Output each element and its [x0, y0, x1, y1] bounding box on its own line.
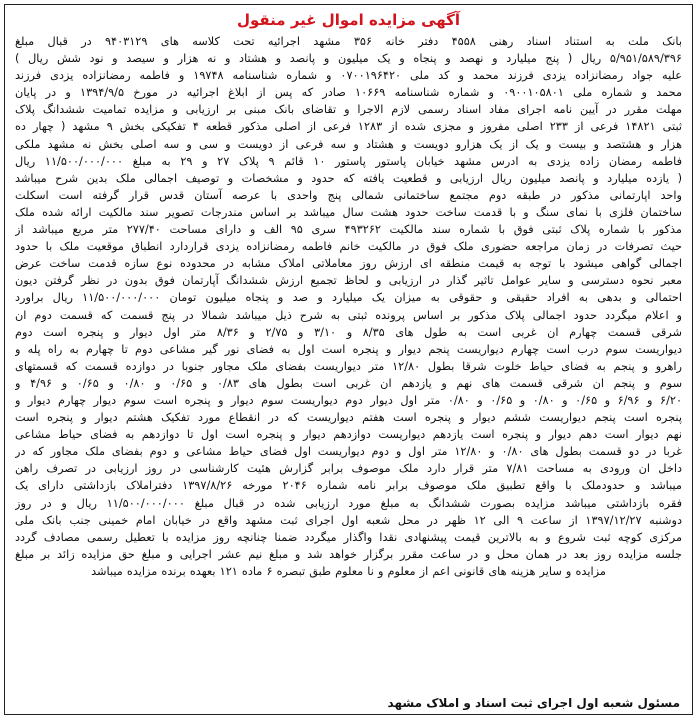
- notice-body-line: مزایده و سایر هزینه های قانونی اعم از معلوم و نا معلوم طبق تبصره ۶ ماده ۱۲۱ بعهده برنده مزایده میباشد: [91, 564, 606, 578]
- notice-body-line: اجمالی گواهی میشود با توجه به قیمت منطقه ای ارزش روز معاملاتی املاک مشابه در محدوده نوع سازه قدمت ساخت عرض: [15, 257, 682, 271]
- notice-signature: مسئول شعبه اول اجرای ثبت اسناد و املاک مشهد: [387, 696, 680, 710]
- notice-body-line: ۵/۹۵۱/۵۸۹/۳۹۶ ریال ( پنج میلیارد و نهصد و پنجاه و یک میلیون و پانصد و هشتاد و نه هزار و سیصد و نود شش ریال ): [15, 52, 682, 66]
- notice-body-line: راهرو و پنجم به فضای حیاط خلوت شرقا بطول ۱۲/۸۰ متر دیواریست بفضای ملک مجاور جنوبا در دوازده قسمت که قسمتهای: [15, 359, 682, 373]
- notice-body-line: احتمالی و بدهی به افراد حقیقی و حقوقی به میزان یک میلیارد و صد و پنجاه میلیون تومان ۱۱/۵۰۰/۰۰۰/۰۰۰ ریال براورد: [15, 291, 682, 305]
- notice-body-line: محمد و شماره ملی ۰۹۰۰۱۰۵۸۰۱ و شماره شناسنامه ۱۰۶۶۹ صادر که پس از ابلاغ اجرائیه در مورخ ۱۳۹۴/۹/۵ و در پایان: [15, 86, 682, 100]
- notice-body-line: نهم دیوار است دهم دیوار و پنجره است یازدهم دیواریست دوازدهم دیوار و پنجره است اول تا دوازدهم به فضای حیاط مشاعی: [15, 428, 682, 442]
- notice-body-line: حیث تصرفات در زمان مراجعه حضوری ملک فوق در مالکیت خانم فاطمه رمضانزاده یزدی قراردارد انطباق موقعیت ملک با حدود: [15, 240, 682, 254]
- notice-title: آگهی مزایده اموال غیر منقول: [236, 11, 461, 29]
- notice-body-line: ( یازده میلیارد و پانصد میلیون ریال ارزیابی و قطعیت یافته که حدود و مشخصات و توصیف اجمالی ملک بدین شرح میباشد: [15, 171, 682, 185]
- notice-body-line: فاطمه رمضان زاده یزدی به ادرس مشهد خیابان پاستور پاستور ۱۰ قائم ۹ پلاک ۲۷ و ۲۹ به مبلغ ۱۱/۵۰۰/۰۰۰/۰۰۰ ریال: [15, 154, 682, 168]
- notice-body-line: سوم و پنجم ان شرقی قسمت های نهم و یازدهم ان غربی است بطول های ۰/۸۳ و ۰/۶۵ و ۰/۸۰ و ۰/۶۵ و ۴/۹۶ و: [15, 376, 682, 390]
- notice-body-line: پنجره است پنجم دیواریست ششم دیوار و پنجره است هفتم دیواریست که در انقطاع مورد تفکیک هشتم دیوار و پنجره است: [15, 411, 682, 425]
- notice-body-line: دوشنبه ۱۳۹۷/۱۲/۲۷ از ساعت ۹ الی ۱۲ ظهر در محل شعبه اول اجرای ثبت مشهد واقع در خیابان امام خمینی جنب بانک ملی: [15, 513, 682, 527]
- notice-body-line: دیواریست سوم درب است چهارم دیواریست پنجم دیوار و پنجره است اول به فضای نور گیر مشاعی دوم تا چهارم به راه پله و: [15, 342, 682, 356]
- notice-body-line: ساختمان فلزی با نمای سنگ و با قدمت ساخت حدود هشت سال میباشد بر اساس مندرجات تصویر سند مالکیت ارائه شده ملک: [15, 205, 682, 219]
- notice-body-line: داخل ان ورودی به مساحت ۷/۸۱ متر قرار دارد ملک موصوف برابر گزارش هئیت کارشناسی در روز ارزیابی در تصرف راهن: [15, 462, 682, 476]
- notice-body-line: مهلت مقرر در آیین نامه اجرای مفاد اسناد رسمی لازم الاجرا و تقاضای بانک مبنی بر ارزیابی و مزایده تمامیت ششدانگ پلاک: [15, 103, 682, 117]
- notice-body-line: معبر نحوه دسترسی و سایر عوامل تاثیر گذار در ارزیابی و لحاظ تجمیع ارزش ششدانگ آپارتمان فوق بدون در نظر گرفتن دیون: [15, 274, 682, 288]
- notice-body-line: علیه جواد رمضانزاده یزدی فرزند محمد و کد ملی ۰۷۰۰۱۹۶۴۲۰ و شماره شناسنامه ۱۹۷۴۸ و فاطمه رمضانزاده یزدی فرزند: [15, 69, 682, 83]
- notice-body-line: هزار و هشتصد و بیست و یک از یک هزارو دویست و هشتاد و سه فرعی از دویست و سی و سه اصلی بخش نه مشهد ملکی: [15, 137, 682, 151]
- notice-body-line: ثبتی ۱۴۸۲۱ فرعی از ۲۳۳ اصلی مفروز و مجزی شده از ۱۲۸۳ فرعی از اصلی مذکور قطعه ۴ تفکیکی بخش ۹ مشهد ( چهار ده: [15, 120, 682, 134]
- notice-body-line: ۶/۲۰ و ۶/۹۶ و ۰/۶۵ و ۰/۸۰ و ۰/۶۵ و ۰/۸۰ متر اول دیوار دوم دیواریست سوم دیوار و پنجره است سوم دیوار چهارم دیوار و: [15, 393, 682, 407]
- notice-body-line: بانک ملت به استناد اسناد رهنی ۴۵۵۸ دفتر خانه ۳۵۶ مشهد اجرائیه تحت کلاسه های ۹۴۰۳۱۲۹ در قبال مبلغ: [15, 35, 682, 48]
- notice-body-line: فقره بازداشتی میباشد مزایده بصورت ششدانگ به مبلغ مورد ارزیابی شده در قبال مبلغ ۱۱/۵۰۰/۰۰۰/۰۰۰ ریال و در روز: [15, 496, 682, 510]
- notice-frame: [4, 4, 693, 715]
- notice-body-line: جلسه مزایده روز بعد در همان محل و در ساعت مقرر برگزار خواهد شد و مبلغ نیم عشر اجرایی و مبلغ حق مزایده زائد بر مبلغ: [15, 547, 682, 561]
- notice-body-line: شرقی قسمت چهارم ان غربی است به طول های ۸/۳۵ و ۳/۱۰ و ۲/۷۵ و ۸/۳۶ متر اول دیوار و پنجره است دوم: [15, 325, 682, 339]
- notice-body-line: مذکور با شماره پلاک ثبتی فوق با شماره سند مالکیت ۴۹۳۲۶۲ سری ۹۵ الف و دارای مساحت ۲۷۷/۴۰ متر مربع میباشد از: [15, 223, 682, 237]
- notice-body-line: و اعلام میگردد حدود اجمالی پلاک مذکور بر اساس پرونده ثبتی به شرح ذیل میباشد شمالا در پنج قسمت که قسمت دوم ان: [15, 308, 682, 322]
- notice-body-line: میباشد و حدودملک با واقع تطبیق ملک موصوف برابر نامه شماره ۲۰۴۶ مورخه ۱۳۹۷/۸/۲۶ دفتراملاک بازداشتی دارای یک: [15, 479, 682, 493]
- notice-body-line: واحد اپارتمانی مذکور در طبقه دوم مجتمع ساختمانی شمالی پنج واحدی با عرصه آستان قدس قرار گرفته است اسکلت: [15, 188, 682, 202]
- notice-body-line: مرکزی کوچه ثبت شروع و به بالاترین قیمت پیشنهادی نقدا واگذار میگردد ضمنا چنانچه روز مزایده با تعطیل رسمی مصادف گردد: [15, 530, 682, 544]
- notice-body: [15, 33, 682, 580]
- notice-body-line: غربا در دو قسمت بطول های ۰/۸۰ و ۱۲/۸۰ متر اول و دوم دیواریست اول فضای حیاط مشاعی و دوم بفضای ملک مجاور که در: [15, 445, 682, 459]
